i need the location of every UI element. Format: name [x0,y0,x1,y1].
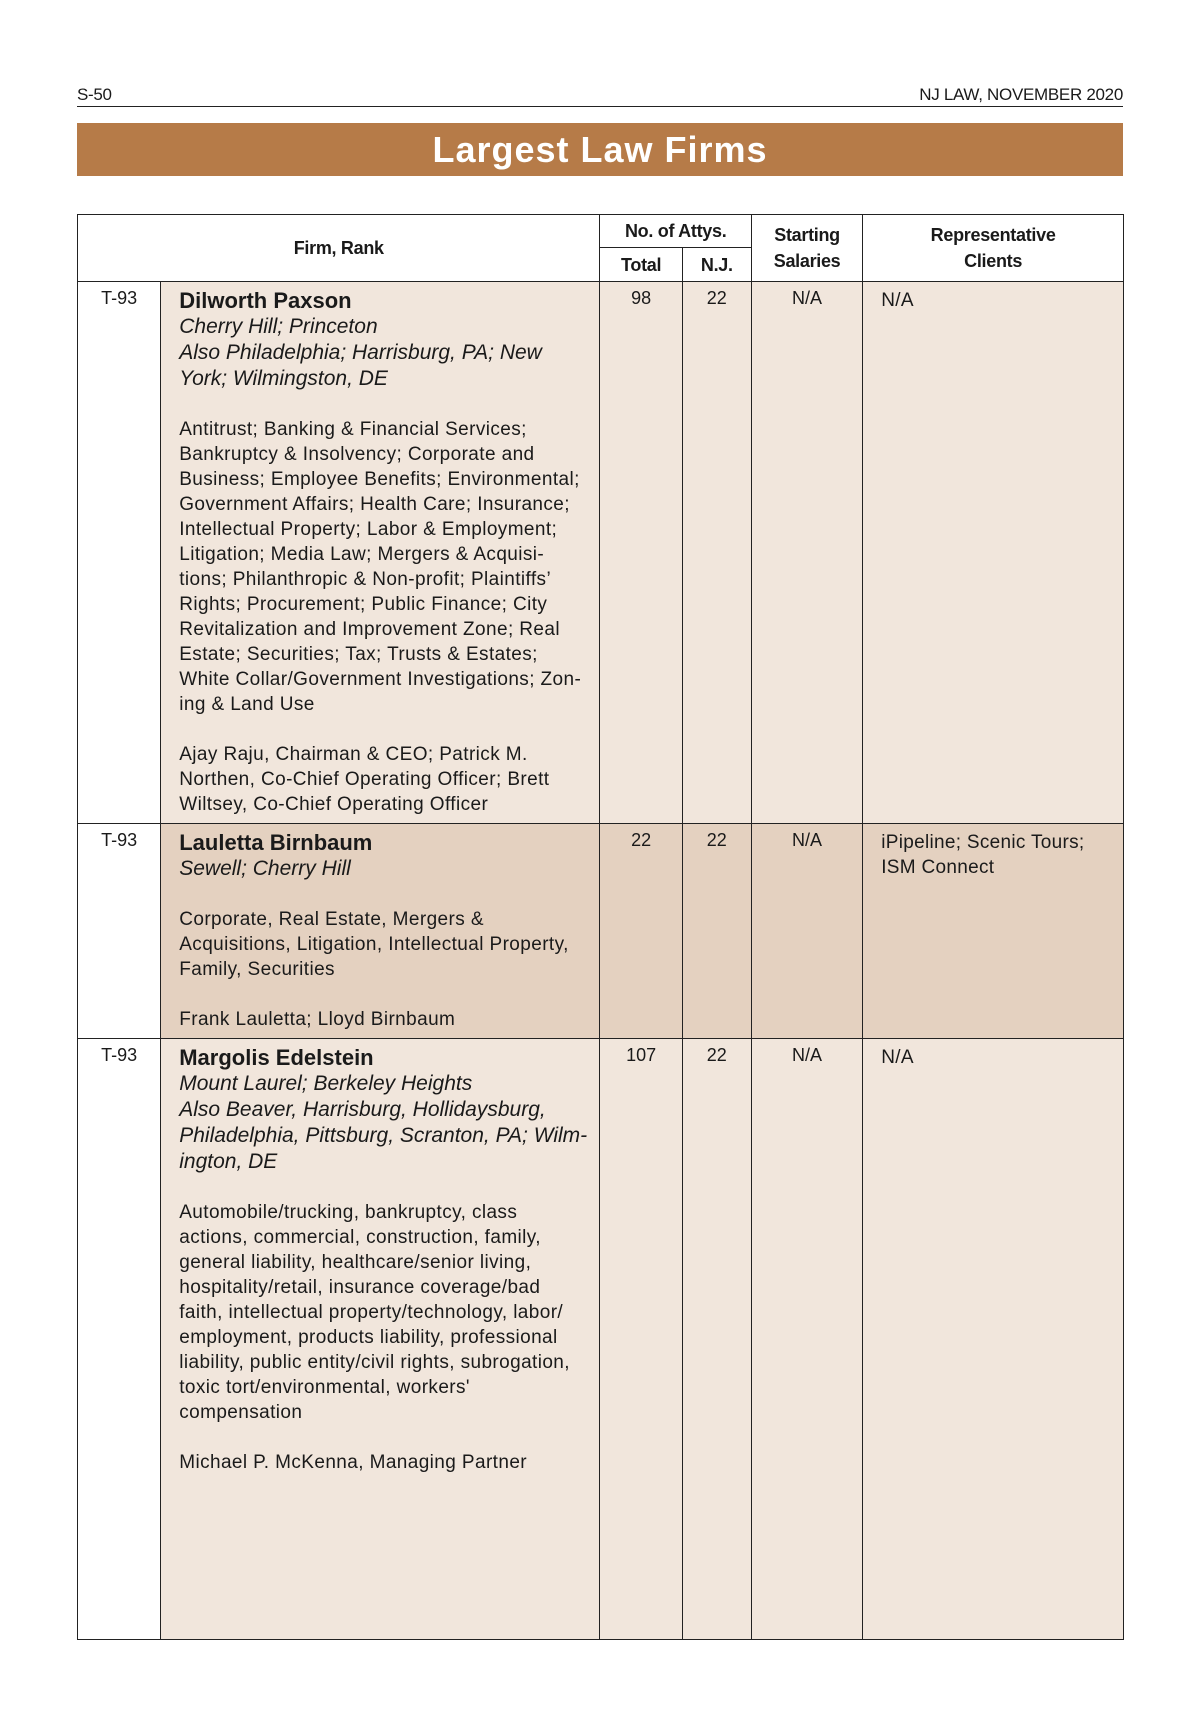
representative-clients: N/A [863,1039,1124,1640]
section-banner: Largest Law Firms [77,123,1123,176]
page-number: S-50 [77,85,112,104]
representative-clients: N/A [863,282,1124,824]
firm-other-offices: Also Beaver, Harrisburg, Hollidaysburg, Philadelphia, Pittsburg, Scranton, PA; Wilm-ington, DE [179,1098,588,1173]
table-row [78,282,1124,824]
header-firm-rank: Firm, Rank [78,215,600,282]
attorneys-total: 107 [600,1039,682,1640]
firm-leadership: Frank Lauletta; Lloyd Birnbaum [179,1009,456,1030]
header-representative-clients: Representative Clients [863,215,1124,282]
starting-salaries: N/A [751,282,862,824]
firm-details [161,282,600,824]
attorneys-total: 98 [600,282,682,824]
firm-leadership: Michael P. McKenna, Managing Partner [179,1452,528,1473]
starting-salaries: N/A [751,824,862,1039]
firm-rank: T-93 [78,282,161,824]
attorneys-total: 22 [600,824,682,1039]
table-row [78,1039,1124,1640]
page-header [77,82,1123,107]
firm-location: Mount Laurel; Berkeley Heights [179,1072,473,1095]
firm-rank: T-93 [78,824,161,1039]
header-starting-salaries: Starting Salaries [751,215,862,282]
firm-rank: T-93 [78,1039,161,1640]
attorneys-nj: 22 [682,1039,751,1640]
firm-practice-areas: Antitrust; Banking & Financial Services; Bankruptcy & Insolvency; Corporate and Business; Employee Benefits; Environmental; Government Affairs; Health Care; Insurance; Intellectual Property; Labor & Employment; Litigation; Media Law; Mergers & Acquisi-tions; Philanthropic & Non-profit; Plaintiffs’ Rights; Procurement; Public Finance; City Revitalization and Improvement Zone; Real Estate; Securities; Tax; Trusts & Estates; White Collar/Government Investigations; Zon-ing & Land Use [179,419,582,715]
firm-name: Dilworth Paxson [179,288,352,313]
attorneys-nj: 22 [682,282,751,824]
firm-name: Lauletta Birnbaum [179,830,373,855]
firm-location: Cherry Hill; Princeton [179,315,378,338]
header-no-of-attys: No. of Attys. [600,215,751,248]
firm-practice-areas: Corporate, Real Estate, Mergers & Acquisitions, Litigation, Intellectual Property, Family, Securities [179,909,569,980]
header-nj: N.J. [682,248,751,282]
publication-title: NJ LAW, NOVEMBER 2020 [919,85,1123,104]
firm-leadership: Ajay Raju, Chairman & CEO; Patrick M. Northen, Co-Chief Operating Officer; Brett Wiltsey, Co-Chief Operating Officer [179,744,550,815]
firm-other-offices: Also Philadelphia; Harrisburg, PA; New York; Wilmingston, DE [179,341,542,390]
firm-name: Margolis Edelstein [179,1045,374,1070]
law-firms-table [77,214,1124,1640]
representative-clients: iPipeline; Scenic Tours; ISM Connect [863,824,1124,1039]
firm-details [161,824,600,1039]
table-row [78,824,1124,1039]
firm-practice-areas: Automobile/trucking, bankruptcy, class actions, commercial, construction, family, general liability, healthcare/senior living, hospitality/retail, insurance coverage/bad faith, intellectual property/technology, labor/ employment, products liability, professional liability, public entity/civil rights, subrogation, toxic tort/environmental, workers' compensation [179,1202,570,1423]
firm-location: Sewell; Cherry Hill [179,857,351,880]
starting-salaries: N/A [751,1039,862,1640]
firm-details [161,1039,600,1640]
attorneys-nj: 22 [682,824,751,1039]
header-total: Total [600,248,682,282]
